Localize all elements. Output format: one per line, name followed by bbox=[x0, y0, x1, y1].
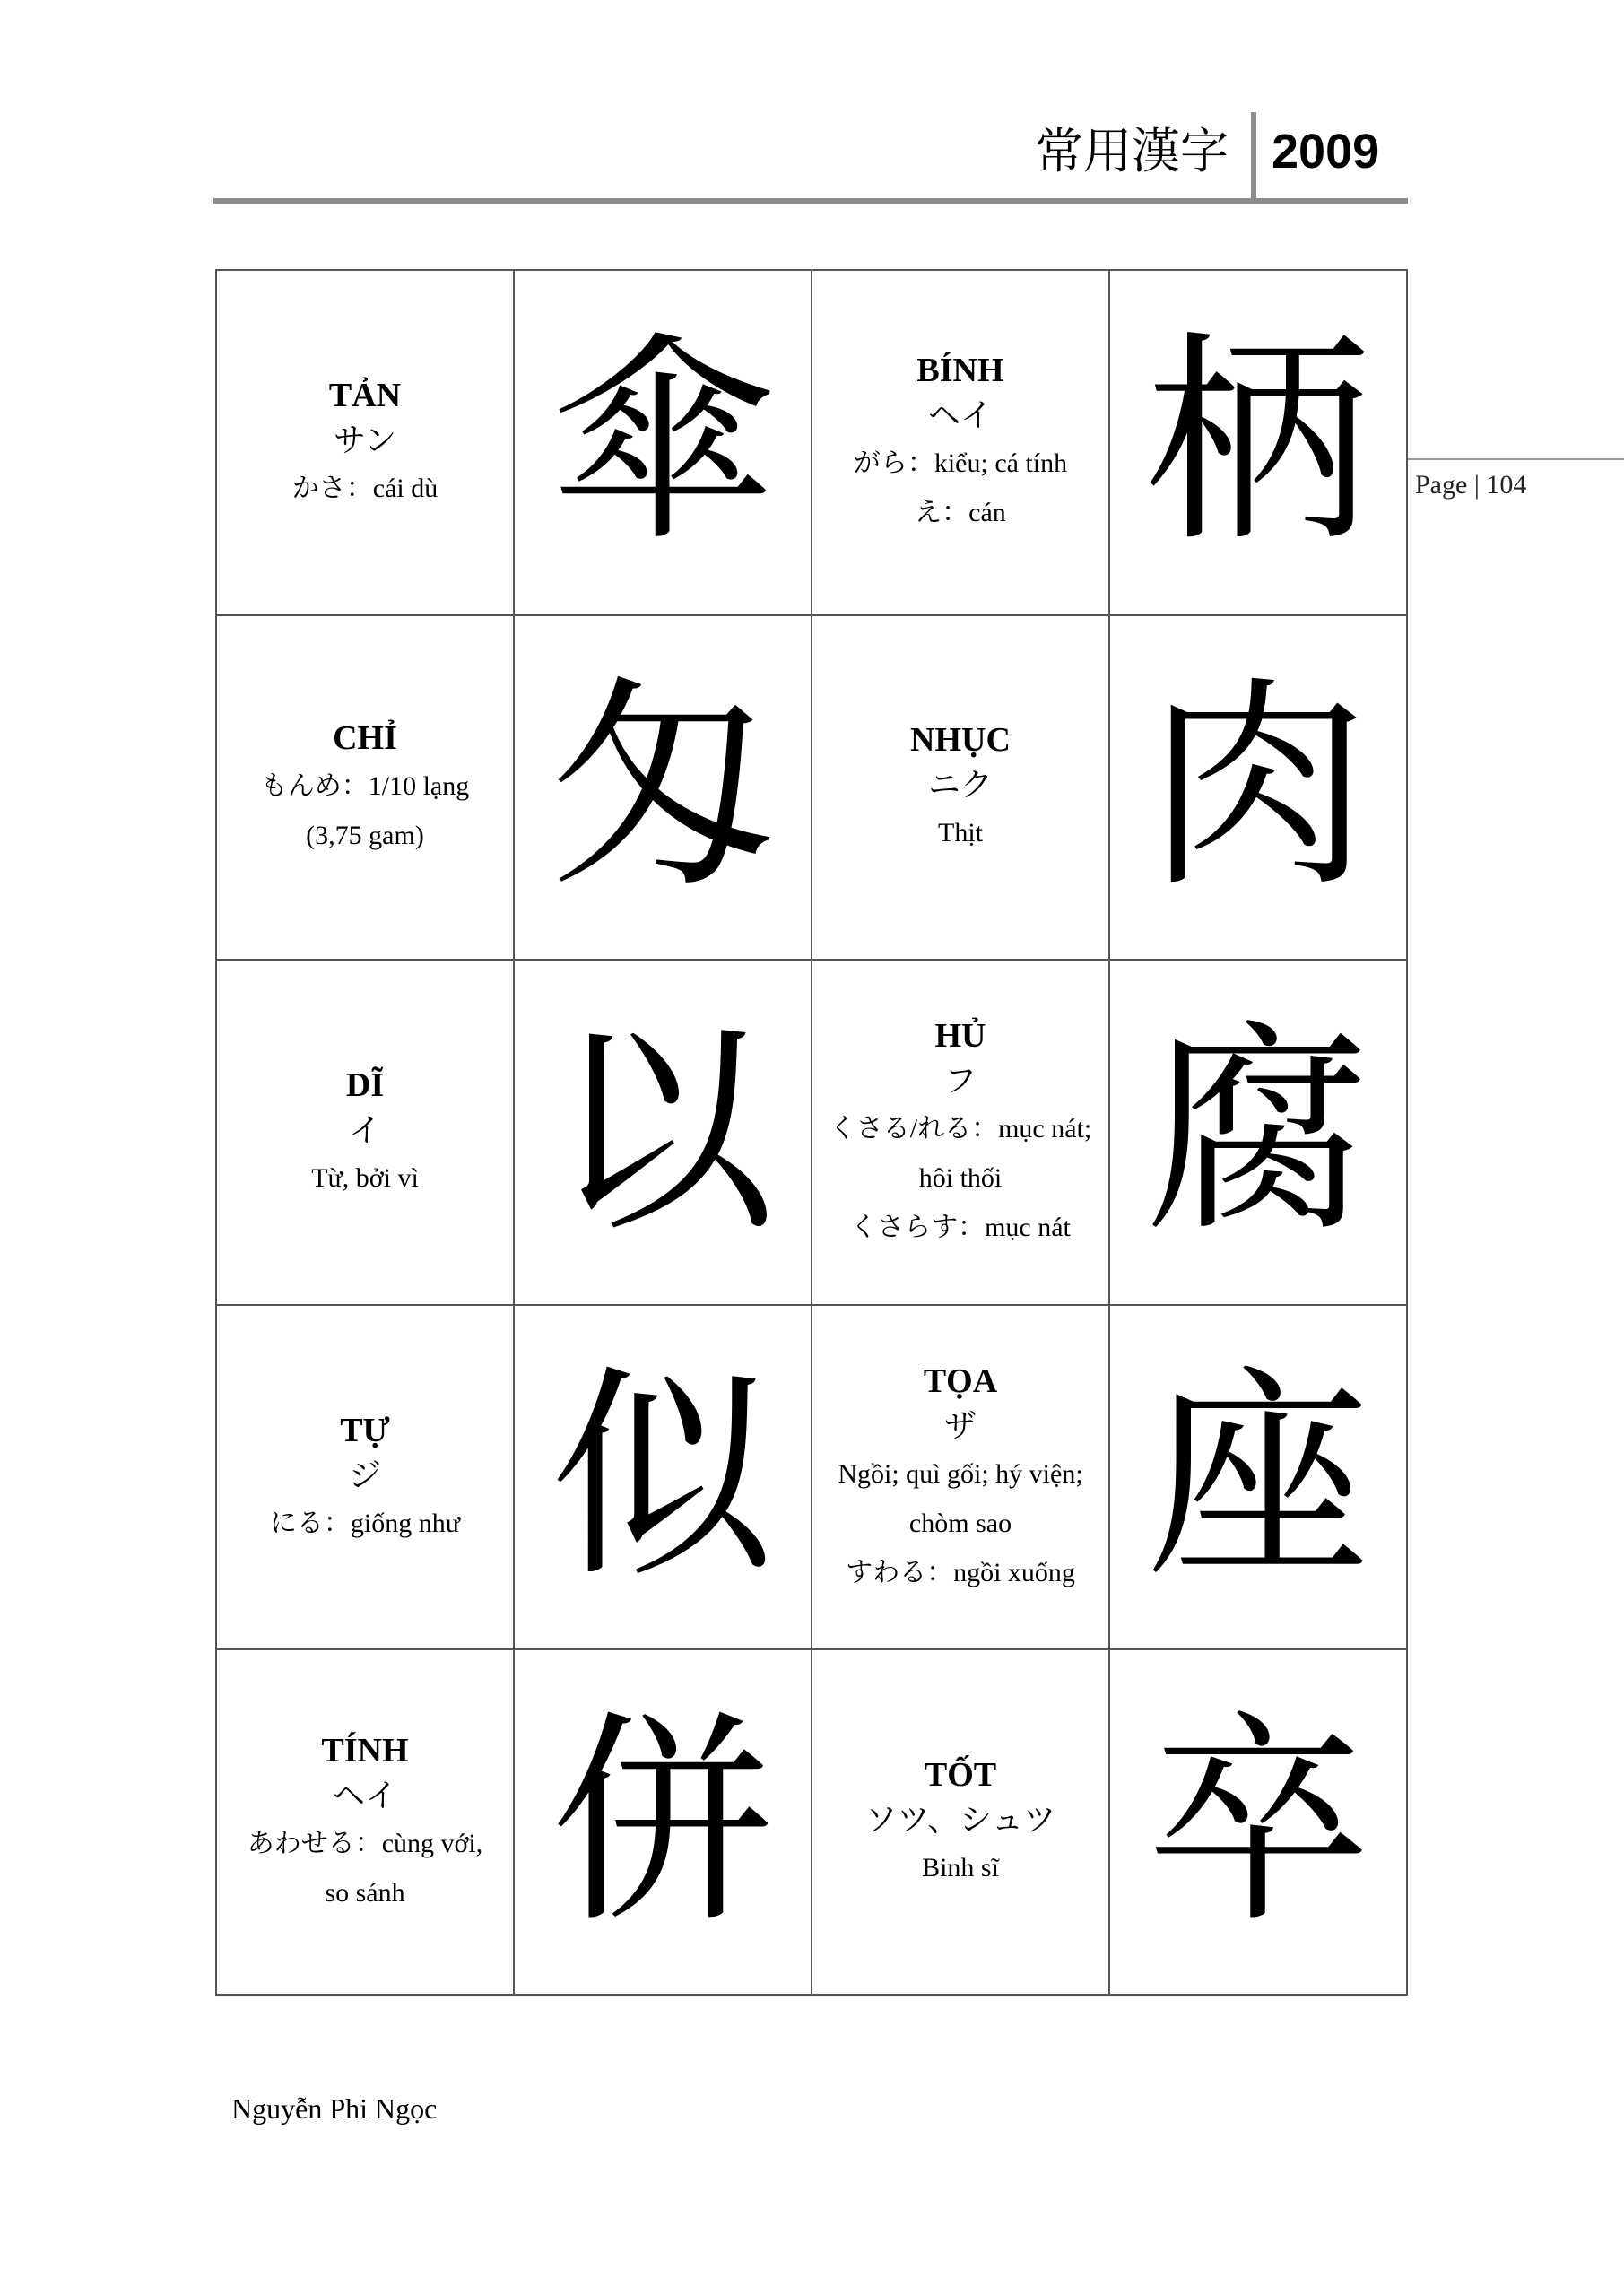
kanji-sino-vietnamese-name: TỐT bbox=[924, 1756, 997, 1795]
kanji-character: 肉 bbox=[1110, 616, 1408, 961]
kanji-character: 卒 bbox=[1110, 1650, 1408, 1996]
header-divider bbox=[1251, 112, 1256, 200]
kanji-meaning-line: (3,75 gam) bbox=[306, 820, 424, 850]
kanji-info-cell bbox=[217, 271, 515, 616]
kanji-character: 以 bbox=[515, 961, 812, 1306]
kanji-info-cell bbox=[217, 1650, 515, 1996]
kanji-on-reading: ニク bbox=[927, 767, 993, 804]
kanji-info-cell bbox=[217, 961, 515, 1306]
kanji-on-reading: イ bbox=[348, 1111, 381, 1149]
kanji-meaning-line: くさる/れる：mục nát; bbox=[829, 1113, 1092, 1144]
kanji-info-cell bbox=[217, 616, 515, 961]
kanji-on-reading: ソツ、シュツ bbox=[864, 1802, 1056, 1839]
kanji-info-cell bbox=[812, 1306, 1110, 1651]
kanji-meaning-line: がら：kiểu; cá tính bbox=[853, 448, 1068, 479]
kanji-meaning-line: chòm sao bbox=[908, 1508, 1012, 1538]
kanji-meaning-line: かさ：cái dù bbox=[291, 473, 439, 503]
kanji-sino-vietnamese-name: TÍNH bbox=[321, 1731, 409, 1770]
kanji-meaning-line: so sánh bbox=[325, 1877, 405, 1908]
kanji-character: 柄 bbox=[1110, 271, 1408, 616]
kanji-info-cell bbox=[812, 271, 1110, 616]
kanji-meaning-line: Ngồi; quì gối; hý viện; bbox=[838, 1458, 1083, 1489]
kanji-sino-vietnamese-name: TẢN bbox=[328, 376, 402, 414]
header-rule bbox=[213, 198, 1408, 204]
kanji-info-cell bbox=[217, 1306, 515, 1651]
kanji-meaning-line: にる：giống như bbox=[269, 1508, 461, 1538]
kanji-character: 匁 bbox=[515, 616, 812, 961]
kanji-info-cell bbox=[812, 961, 1110, 1306]
kanji-info-cell bbox=[812, 616, 1110, 961]
kanji-on-reading: ザ bbox=[943, 1407, 977, 1445]
kanji-sino-vietnamese-name: NHỤC bbox=[910, 721, 1011, 760]
kanji-on-reading: フ bbox=[943, 1062, 977, 1100]
kanji-character: 腐 bbox=[1110, 961, 1408, 1306]
kanji-sino-vietnamese-name: TỌA bbox=[923, 1361, 998, 1400]
kanji-info-cell bbox=[812, 1650, 1110, 1996]
kanji-sino-vietnamese-name: BÍNH bbox=[916, 352, 1004, 390]
kanji-on-reading: サン bbox=[333, 422, 397, 459]
kanji-on-reading: ヘイ bbox=[927, 397, 993, 435]
header-title: 常用漢字 bbox=[1035, 123, 1229, 179]
kanji-sino-vietnamese-name: CHỈ bbox=[333, 718, 397, 757]
kanji-meaning-line: Thịt bbox=[938, 818, 983, 848]
kanji-character: 座 bbox=[1110, 1306, 1408, 1651]
kanji-on-reading: ジ bbox=[348, 1457, 381, 1494]
kanji-sino-vietnamese-name: DĨ bbox=[345, 1065, 385, 1104]
kanji-meaning-line: Từ, bởi vì bbox=[311, 1162, 419, 1193]
header-year: 2009 bbox=[1272, 125, 1380, 178]
kanji-meaning-line: もんめ：1/10 lạng bbox=[260, 770, 470, 801]
kanji-meaning-line: あわせる：cùng với, bbox=[247, 1828, 483, 1858]
page-number-tab bbox=[1399, 451, 1624, 514]
page-number-rule bbox=[1408, 458, 1624, 460]
page-number: Page | 104 bbox=[1415, 470, 1527, 500]
page-header bbox=[213, 112, 1408, 202]
kanji-character: 似 bbox=[515, 1306, 812, 1651]
kanji-table bbox=[215, 269, 1408, 1996]
kanji-character: 併 bbox=[515, 1650, 812, 1996]
kanji-meaning-line: くさらす：mục nát bbox=[850, 1212, 1071, 1242]
footer-author: Nguyễn Phi Ngọc bbox=[231, 2092, 438, 2125]
kanji-sino-vietnamese-name: HỦ bbox=[934, 1016, 986, 1055]
kanji-meaning-line: え：cán bbox=[915, 498, 1006, 528]
kanji-character: 傘 bbox=[515, 271, 812, 616]
kanji-meaning-line: hôi thối bbox=[918, 1162, 1003, 1193]
kanji-meaning-line: すわる：ngồi xuống bbox=[846, 1557, 1075, 1587]
kanji-on-reading: ヘイ bbox=[332, 1777, 397, 1814]
kanji-sino-vietnamese-name: TỰ bbox=[340, 1411, 390, 1449]
kanji-meaning-line: Binh sĩ bbox=[922, 1853, 999, 1883]
